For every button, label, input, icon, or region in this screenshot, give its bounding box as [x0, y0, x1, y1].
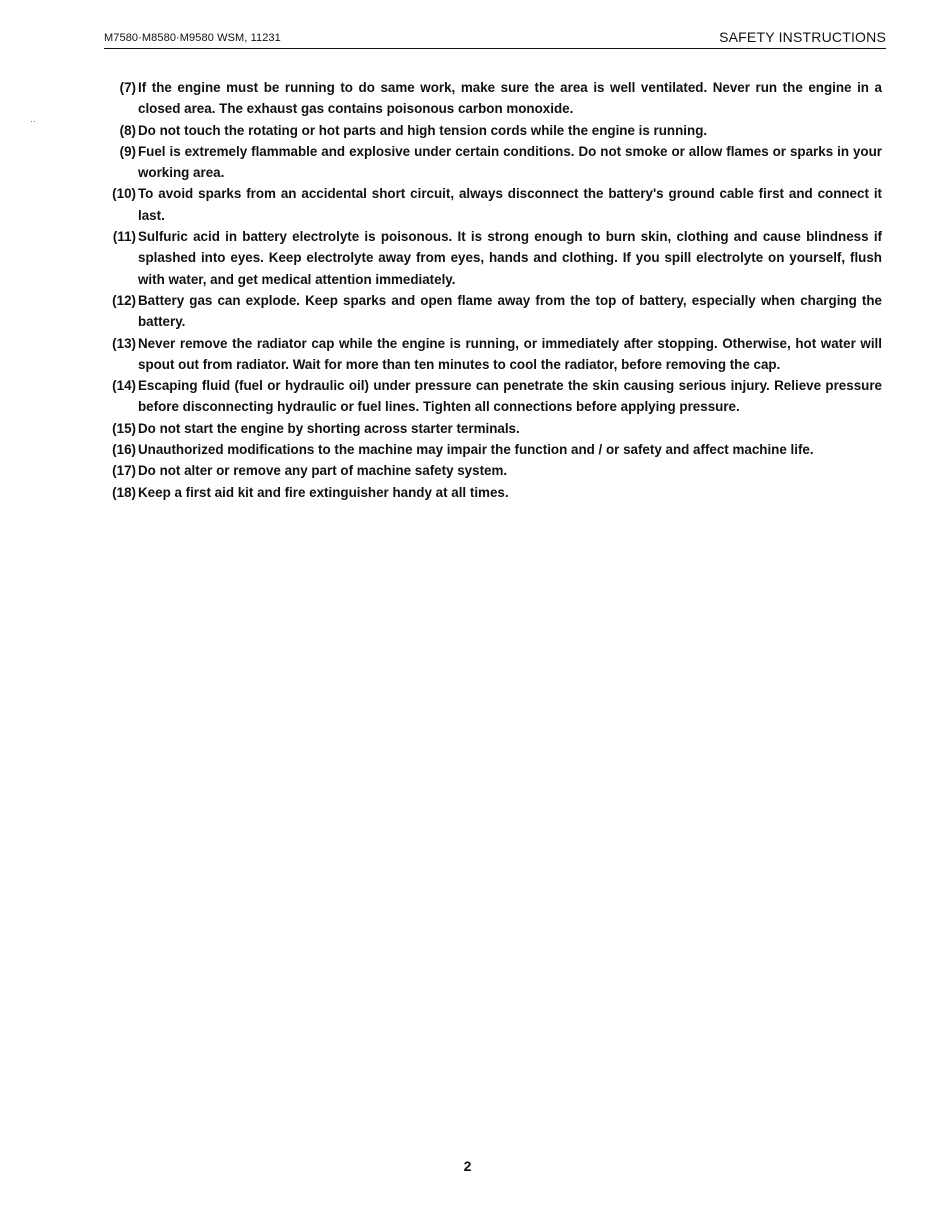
instruction-item	[96, 120, 882, 141]
document-id: M7580·M8580·M9580 WSM, 11231	[104, 32, 281, 44]
instruction-item	[96, 226, 882, 290]
instruction-text: Battery gas can explode. Keep sparks and open flame away from the top of battery, especially when charging the battery.	[138, 292, 882, 330]
instruction-item	[96, 77, 882, 120]
instruction-text: Sulfuric acid in battery electrolyte is poisonous. It is strong enough to burn skin, clothing and cause blindness if splashed into eyes. Keep electrolyte away from eyes, hands and clothing. If you spill electrolyte on yourself, flush with water, and get medical attention immediately.	[138, 229, 882, 287]
instruction-item	[96, 183, 882, 226]
safety-instructions-list	[96, 77, 882, 503]
instruction-number: (10)	[112, 186, 136, 202]
instruction-item	[96, 482, 882, 503]
instruction-text: Unauthorized modifications to the machine may impair the function and / or safety and affect machine life.	[138, 442, 814, 458]
scan-mark: ··	[30, 116, 36, 126]
instruction-number: (7)	[119, 80, 136, 95]
instruction-number: (14)	[112, 378, 136, 394]
instruction-text: If the engine must be running to do same work, make sure the area is well ventilated. Never run the engine in a closed area. The exhaust gas contains poisonous carbon monoxide.	[138, 80, 882, 117]
instruction-number: (11)	[112, 229, 136, 245]
instruction-item	[96, 460, 882, 481]
instruction-number: (17)	[112, 463, 136, 479]
instruction-text: Do not start the engine by shorting across starter terminals.	[138, 420, 520, 436]
instruction-text: Keep a first aid kit and fire extinguisher handy at all times.	[138, 484, 509, 500]
instruction-item	[96, 141, 882, 184]
instruction-text: Escaping fluid (fuel or hydraulic oil) under pressure can penetrate the skin causing serious injury. Relieve pressure before disconnecting hydraulic or fuel lines. Tighten all connections before applying pressure.	[138, 378, 882, 415]
instruction-item	[96, 375, 882, 418]
instruction-text: Never remove the radiator cap while the engine is running, or immediately after stopping. Otherwise, hot water will spout out from radiator. Wait for more than ten minutes to cool the radiator, before removing the cap.	[138, 335, 882, 372]
instruction-number: (16)	[112, 442, 136, 458]
instruction-number: (15)	[112, 420, 136, 436]
instruction-text: Do not alter or remove any part of machine safety system.	[138, 463, 508, 479]
instruction-item	[96, 290, 882, 333]
instruction-number: (13)	[112, 335, 136, 351]
page-number: 2	[463, 1158, 472, 1174]
instruction-number: (12)	[112, 292, 136, 308]
instruction-number: (8)	[119, 122, 136, 138]
page-header	[104, 28, 886, 49]
instruction-text: Fuel is extremely flammable and explosive under certain conditions. Do not smoke or allow flames or sparks in your working area.	[138, 143, 882, 181]
instruction-item	[96, 439, 882, 460]
instruction-text: To avoid sparks from an accidental short circuit, always disconnect the battery's ground cable first and connect it last.	[138, 186, 882, 223]
instruction-number: (18)	[112, 484, 136, 500]
instruction-item	[96, 418, 882, 439]
section-title: SAFETY INSTRUCTIONS	[719, 29, 886, 45]
instruction-number: (9)	[119, 143, 136, 159]
instruction-item	[96, 333, 882, 376]
instruction-text: Do not touch the rotating or hot parts and high tension cords while the engine is running.	[138, 122, 708, 138]
